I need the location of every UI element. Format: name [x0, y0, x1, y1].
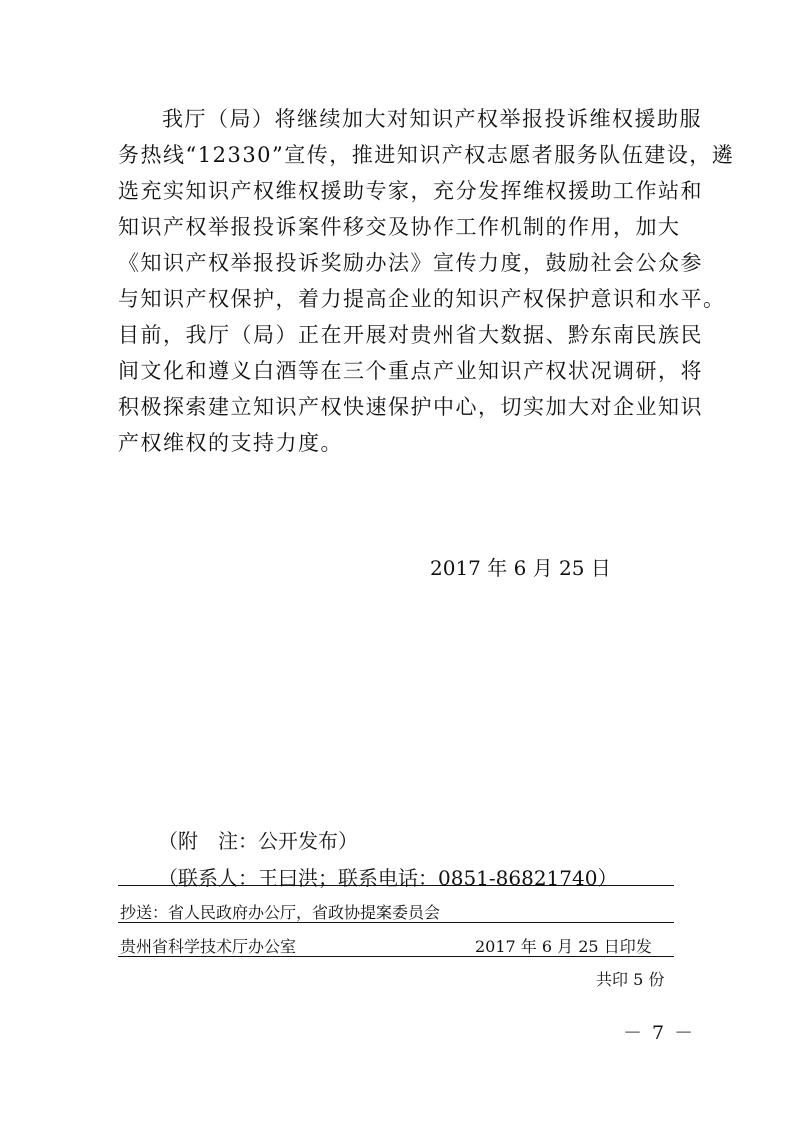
body-line: 与知识产权保护，着力提高企业的知识产权保护意识和水平。 [118, 287, 726, 311]
body-line: 我厅（局）将继续加大对知识产权举报投诉维权援助服 [162, 107, 702, 131]
body-line: 务热线“12330”宣传，推进知识产权志愿者服务队伍建设，遴 [118, 143, 735, 167]
cc-line: 抄送：省人民政府办公厅，省政协提案委员会 [120, 903, 441, 922]
attachment-note: （附 注：公开发布） [158, 829, 358, 853]
copies-count: 共印 5 份 [596, 970, 665, 989]
footer-rule-bottom [118, 956, 674, 957]
body-line: 产权维权的支持力度。 [118, 431, 343, 455]
page-number: － 7 － [623, 1022, 696, 1044]
signature-date: 2017 年 6 月 25 日 [430, 556, 611, 580]
body-line: 目前，我厅（局）正在开展对贵州省大数据、黔东南民族民 [118, 323, 703, 347]
body-line: 《知识产权举报投诉奖励办法》宣传力度，鼓励社会公众参 [118, 251, 703, 275]
body-line: 选充实知识产权维权援助专家，充分发挥维权援助工作站和 [118, 179, 703, 203]
footer-rule-middle [118, 922, 674, 923]
body-line: 间文化和遵义白酒等在三个重点产业知识产权状况调研，将 [118, 359, 703, 383]
footer-rule-top [118, 885, 674, 886]
contact-note: （联系人：王曰洪；联系电话：0851-86821740） [158, 866, 618, 890]
body-line: 积极探索建立知识产权快速保护中心，切实加大对企业知识 [118, 395, 703, 419]
issuing-office: 贵州省科学技术厅办公室 [120, 937, 297, 956]
body-line: 知识产权举报投诉案件移交及协作工作机制的作用，加大 [118, 215, 681, 239]
print-date: 2017 年 6 月 25 日印发 [475, 937, 652, 956]
